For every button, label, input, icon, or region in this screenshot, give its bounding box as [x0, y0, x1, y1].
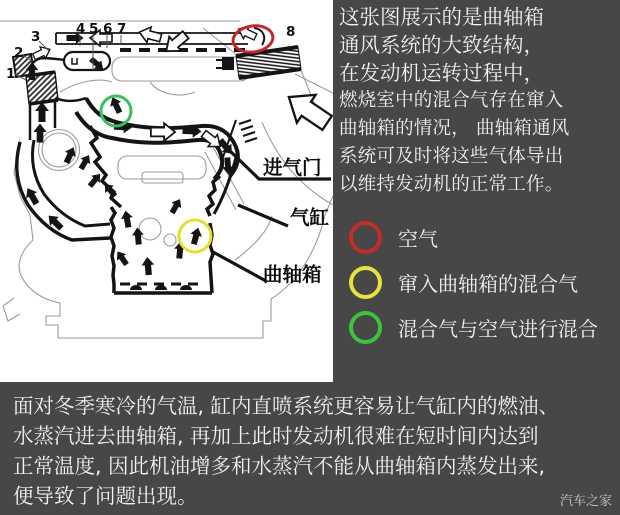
part-number-6: 6: [103, 21, 113, 37]
caption-line: 正常温度, 因此机油增多和水蒸汽不能从曲轴箱内蒸发出来,: [13, 454, 546, 478]
label-cylinder: 气缸: [290, 206, 330, 229]
part-number-8: 8: [286, 24, 296, 40]
legend-label-mixing: 混合气与空气进行混合: [398, 317, 598, 341]
part-number-1: 1: [6, 66, 16, 82]
intro-line: 这张图展示的是曲轴箱: [339, 5, 544, 29]
intro-line: 系统可及时将这些气体导出: [339, 146, 564, 167]
legend-label-mixture: 窜入曲轴箱的混合气: [398, 272, 578, 296]
label-crankcase: 曲轴箱: [263, 263, 322, 286]
legend-row-mixing: [339, 305, 615, 350]
intro-text: [339, 3, 615, 199]
description-panel: [333, 0, 620, 382]
intro-line: 通风系统的大致结构，: [339, 33, 544, 57]
black-flow-arrows: [22, 32, 237, 275]
intro-line: 曲轴箱的情况， 曲轴箱通风: [339, 118, 570, 139]
part-number-7: 7: [117, 21, 127, 37]
green-ring-icon: [349, 311, 382, 344]
label-intake-valve: 进气门: [263, 156, 322, 179]
caption-panel: [0, 382, 620, 515]
diagram-panel: [0, 0, 333, 382]
intro-line: 在发动机运转过程中，: [339, 61, 544, 85]
legend-row-mixture: [339, 260, 615, 305]
caption-line: 水蒸汽进去曲轴箱, 再加上此时发动机很难在短时间内达到: [13, 424, 539, 448]
caption-line: 面对冬季寒冷的气温, 缸内直喷系统更容易让气缸内的燃油、: [13, 394, 560, 418]
caption-line: 便导致了问题出现。: [13, 484, 198, 508]
watermark-autohome: 汽车之家: [559, 494, 612, 509]
intro-line: 燃烧室中的混合气存在窜入: [339, 90, 564, 111]
part-number-3: 3: [31, 29, 41, 45]
red-ring-icon: [349, 221, 382, 254]
legend-row-air: [339, 215, 615, 260]
part-number-2: 2: [14, 45, 24, 61]
legend-label-air: 空气: [398, 227, 438, 251]
intro-line: 以维持发动机的正常工作。: [339, 174, 564, 195]
part-number-4: 4: [76, 21, 86, 37]
yellow-ring-icon: [349, 266, 382, 299]
part-number-5: 5: [89, 21, 99, 37]
crankcase-ventilation-diagram: [0, 0, 333, 382]
legend: [339, 215, 615, 350]
